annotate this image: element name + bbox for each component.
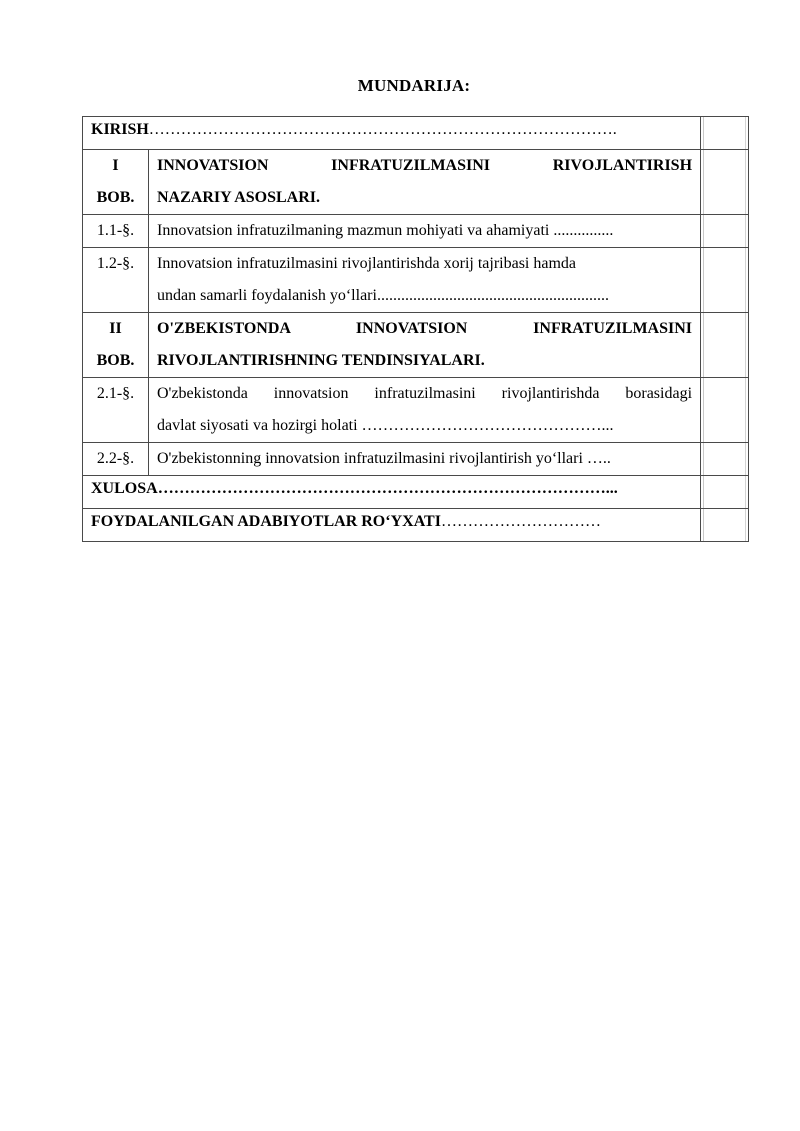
section-2-1-line-2: davlat siyosati va hozirgi holati ………………………………………... [157,417,614,434]
toc-entry-references[interactable] [83,509,701,542]
toc-entry-section-1-1[interactable]: Innovatsion infratuzilmaning mazmun mohiyati va ahamiyati ............... [149,215,701,248]
chapter-1-title-line-1: INNOVATSION INFRATUZILMASINI RIVOJLANTIRISH [157,157,693,174]
page-title: MUNDARIJA: [357,76,471,95]
toc-entry-chapter-1[interactable] [149,150,701,215]
toc-row-intro [83,117,749,150]
page-number-cell [701,476,749,509]
references-leader-dots: ………………………… [440,513,601,530]
toc-entry-section-2-1[interactable] [149,378,701,443]
page-number-cell [701,248,749,313]
references-label: FOYDALANILGAN ADABIYOTLAR RO‘YXATI [91,513,441,530]
toc-entry-chapter-2[interactable] [149,313,701,378]
section-1-2-line-2: undan samarli foydalanish yo‘llari.......................................................... [157,287,609,304]
page-number-cell [701,509,749,542]
toc-row-chapter-1 [83,150,749,215]
toc-row-section-2-1 [83,378,749,443]
section-2-2-number: 2.2-§. [83,443,149,476]
page-number-cell [701,443,749,476]
section-2-1-line-1: O'zbekistonda innovatsion infratuzilmasini rivojlantirishda borasidagi [157,385,693,402]
toc-row-section-1-2 [83,248,749,313]
toc-row-section-2-2 [83,443,749,476]
chapter-1-roman: I [112,157,119,174]
chapter-1-bob: BOB. [96,189,135,206]
page-number-cell [701,150,749,215]
table-of-contents [82,116,749,542]
toc-row-chapter-2 [83,313,749,378]
conclusion-label: XULOSA [91,480,158,497]
section-2-1-number: 2.1-§. [83,378,149,443]
toc-entry-intro[interactable] [83,117,701,150]
page-number-cell [701,313,749,378]
page-number-cell [701,117,749,150]
intro-leader-dots: ……………………………………………………………………………. [148,121,617,138]
toc-entry-section-2-2[interactable]: O'zbekistonning innovatsion infratuzilmasini rivojlantirish yo‘llari ….. [149,443,701,476]
chapter-1-number [83,150,149,215]
page-number-cell [701,215,749,248]
chapter-2-bob: BOB. [96,352,135,369]
chapter-2-roman: II [109,320,122,337]
chapter-2-number [83,313,149,378]
page-number-cell [701,378,749,443]
toc-entry-conclusion[interactable] [83,476,701,509]
toc-row-section-1-1 [83,215,749,248]
section-1-1-number: 1.1-§. [83,215,149,248]
section-1-2-number: 1.2-§. [83,248,149,313]
conclusion-leader-dots: …………………………………………………………………………... [157,480,618,497]
section-1-2-line-1: Innovatsion infratuzilmasini rivojlantirishda xorij tajribasi hamda [157,255,577,272]
chapter-1-title-line-2: NAZARIY ASOSLARI. [157,189,320,206]
chapter-2-title-line-2: RIVOJLANTIRISHNING TENDINSIYALARI. [157,352,485,369]
chapter-2-title-line-1: O'ZBEKISTONDA INNOVATSION INFRATUZILMASINI [157,320,693,337]
toc-row-conclusion [83,476,749,509]
toc-entry-section-1-2[interactable] [149,248,701,313]
intro-label: KIRISH [91,121,149,138]
toc-row-references [83,509,749,542]
